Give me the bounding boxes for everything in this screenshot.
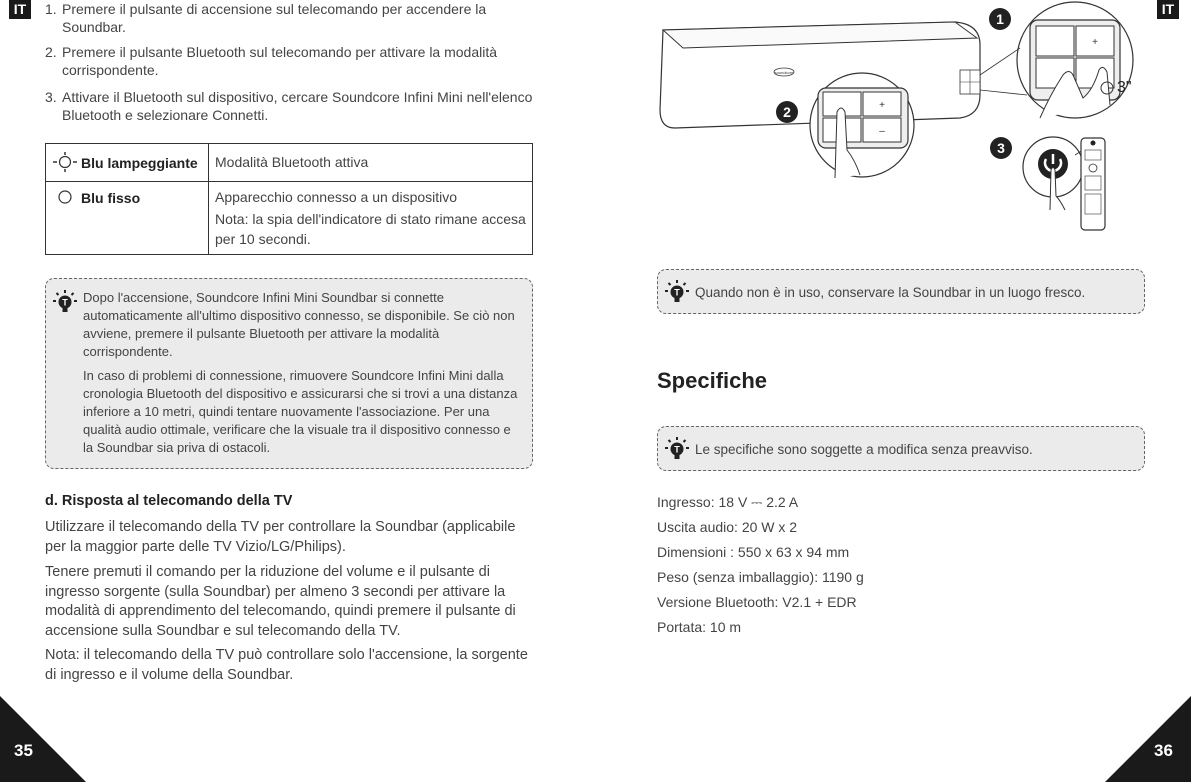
spec-item: Portata: 10 m	[657, 619, 742, 635]
step-text: Premere il pulsante Bluetooth sul telecomando per attivare la modalità corrispondente.	[62, 44, 498, 78]
step-text: Attivare il Bluetooth sul dispositivo, cercare Soundcore Infini Mini nell'elenco Bluetooth e selezionare Connetti.	[62, 89, 533, 123]
status-label: Blu lampeggiante	[81, 155, 198, 171]
soundbar-illustration	[655, 0, 1145, 240]
table-row	[46, 182, 533, 255]
minus-label: –	[879, 126, 885, 137]
steady-light-icon	[52, 187, 78, 207]
spec-item: Peso (senza imballaggio): 1190 g	[657, 569, 864, 585]
spec-item: Ingresso: 18 V ⎓ 2.2 A	[657, 494, 799, 510]
plus-label: +	[879, 100, 885, 111]
tip-text: Le specifiche sono soggette a modifica senza preavviso.	[695, 442, 1033, 457]
svg-text:T: T	[674, 287, 680, 298]
tip-paragraph: In caso di problemi di connessione, rimuovere Soundcore Infini Mini dalla cronologia Bluetooth del dispositivo e assicurarsi che si trovi a una distanza inferiore a 10 metri, quindi tentare nuovamente l'associazione. Per una qualità audio ottimale, verificare che la visuale tra il dispositivo connesso e la Soundbar sia priva di ostacoli.	[83, 368, 518, 455]
remote-control	[1081, 138, 1105, 230]
plus-label: +	[1092, 37, 1098, 48]
step-item	[45, 0, 535, 36]
page-number-left: 35	[14, 741, 33, 760]
blinking-light-icon	[52, 152, 78, 172]
table-row	[46, 144, 533, 182]
tip-box	[657, 426, 1145, 471]
specs-list	[657, 490, 1057, 640]
tip-box	[657, 269, 1145, 314]
step-text: Premere il pulsante di accensione sul telecomando per accendere la Soundbar.	[62, 1, 487, 35]
status-desc-text: Modalità Bluetooth attiva	[215, 154, 369, 170]
status-description	[209, 144, 533, 182]
body-paragraph: Tenere premuti il comando per la riduzione del volume e il pulsante di ingresso sorgente (sulla Soundbar) per almeno 3 secondi per attivare la modalità di apprendimento del telecomando, quindi premere il pulsante di accensione sulla Soundbar e sul telecomando della TV.	[45, 564, 516, 639]
step-item	[45, 88, 535, 124]
lightbulb-icon	[52, 289, 78, 315]
page-corner-left	[0, 696, 86, 782]
lightbulb-icon	[664, 436, 690, 462]
step-number: 2.	[45, 44, 57, 60]
status-desc-text: Apparecchio connesso a un dispositivo	[215, 189, 458, 205]
page-corner-right	[1105, 696, 1191, 782]
lightbulb-icon	[664, 279, 690, 305]
step-number: 1.	[45, 1, 57, 17]
tip-box	[45, 278, 533, 469]
spec-item: Dimensioni : 550 x 63 x 94 mm	[657, 544, 850, 560]
svg-text:T: T	[62, 297, 68, 308]
brand-logo: soundcore	[774, 70, 794, 75]
status-description	[209, 182, 533, 255]
step-number: 3.	[45, 89, 57, 105]
step-marker: 2	[783, 104, 791, 120]
page-number-right: 36	[1154, 741, 1173, 760]
status-note-text: Nota: la spia dell'indicatore di stato rimane accesa per 10 secondi.	[215, 211, 526, 247]
step-marker: 1	[996, 11, 1004, 27]
status-cell	[46, 144, 209, 182]
tip-text: Quando non è in uso, conservare la Soundbar in un luogo fresco.	[695, 285, 1086, 300]
language-badge-left: IT	[9, 0, 31, 19]
status-light-table	[45, 143, 533, 255]
step-item	[45, 43, 535, 79]
page-title: Specifiche	[657, 368, 768, 393]
tip-paragraph: Dopo l'accensione, Soundcore Infini Mini Soundbar si connette automaticamente all'ultimo dispositivo connesso, se disponibile. Se ciò non avviene, premere il pulsante Bluetooth per attivare la modalità corrispondente.	[83, 290, 515, 359]
body-paragraph: Utilizzare il telecomando della TV per controllare la Soundbar (applicabile per la maggior parte delle TV Vizio/LG/Philips).	[45, 519, 516, 555]
body-paragraph: Nota: il telecomando della TV può controllare solo l'accensione, la sorgente di ingresso e il volume della Soundbar.	[45, 647, 528, 683]
language-badge-right: IT	[1157, 0, 1179, 19]
hold-time-label: 3"	[1117, 79, 1132, 96]
spec-item: Uscita audio: 20 W x 2	[657, 519, 798, 535]
status-cell	[46, 182, 209, 255]
svg-text:T: T	[674, 444, 680, 455]
section-heading: d. Risposta al telecomando della TV	[45, 493, 293, 509]
spec-item: Versione Bluetooth: V2.1 + EDR	[657, 594, 857, 610]
step-marker: 3	[997, 140, 1005, 156]
status-label: Blu fisso	[81, 190, 141, 206]
